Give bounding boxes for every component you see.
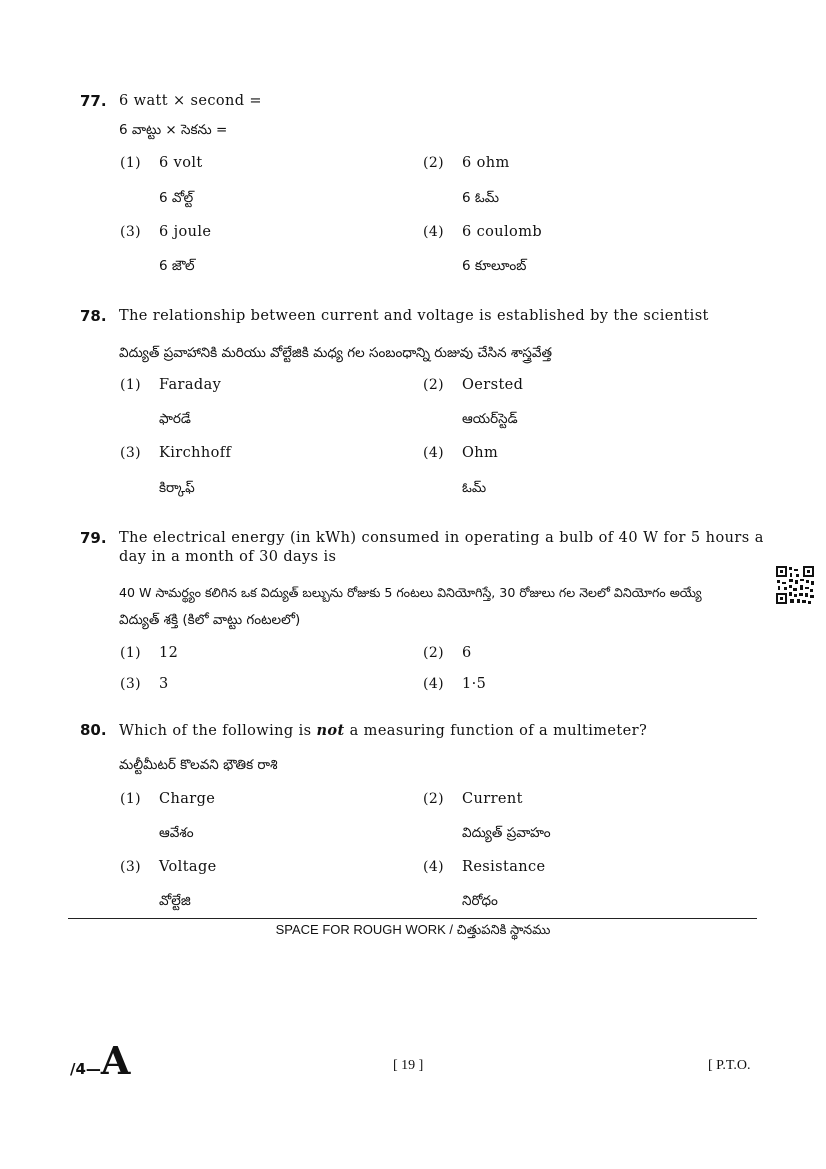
question-stem-en-line2: day in a month of 30 days is (119, 549, 337, 565)
option-text-en: Charge (159, 791, 216, 807)
option-number: (1) (120, 791, 142, 807)
pto-label: [ P.T.O. (708, 1058, 751, 1073)
option-number: (4) (423, 859, 445, 875)
option-text-en: Current (462, 791, 523, 807)
option-text-en: Ohm (462, 445, 499, 461)
option-number: (3) (120, 676, 142, 692)
question-stem-te-line1: 40 W సామర్థ్యం కలిగిన ఒక విద్యుత్ బల్బును రోజుకు 5 గంటలు వినియోగిస్తే, 30 రోజులు గల నెలలో వినియోగం అయ్యే (119, 585, 702, 600)
question-stem-en-emphasis: not (316, 722, 345, 739)
question-number: 80. (80, 721, 107, 739)
option-number: (3) (120, 224, 142, 240)
option-number: (4) (423, 224, 445, 240)
question-stem-en (119, 722, 647, 739)
option-number: (4) (423, 445, 445, 461)
option-text-te: వోల్టేజి (159, 893, 191, 909)
option-number: (1) (120, 645, 142, 661)
option-text-te: 6 జౌల్ (159, 258, 195, 274)
option-text-te: 6 వోల్ట్ (159, 190, 194, 206)
option-text-te: 6 ఓమ్ (462, 190, 500, 206)
option-text-en: 1·5 (462, 676, 487, 692)
rough-work-divider (68, 918, 757, 919)
option-number: (2) (423, 645, 445, 661)
option-text-en: 6 volt (159, 155, 203, 171)
question-number: 78. (80, 307, 107, 325)
question-stem-en: The relationship between current and voltage is established by the scientist (119, 308, 709, 324)
booklet-code (70, 1038, 130, 1083)
option-text-te: ఆవేశం (159, 825, 194, 841)
question-stem-en-after: a measuring function of a multimeter? (344, 723, 648, 739)
option-text-en: 3 (159, 676, 169, 692)
option-text-en: Faraday (159, 377, 222, 393)
option-number: (2) (423, 155, 445, 171)
option-text-te: ఆయర్‌స్టెడ్ (462, 411, 518, 427)
page-number: [ 19 ] (393, 1058, 424, 1073)
rough-work-label: SPACE FOR ROUGH WORK / చిత్తుపనికి స్థానము (275, 922, 551, 937)
question-stem-te: విద్యుత్ ప్రవాహానికి మరియు వోల్టేజికి మధ్య గల సంబంధాన్ని రుజువు చేసిన శాస్త్రవేత్త (119, 345, 552, 361)
option-number: (4) (423, 676, 445, 692)
qr-code-icon (775, 565, 815, 605)
option-text-en: 6 (462, 645, 472, 661)
option-text-en: 6 joule (159, 224, 212, 240)
booklet-code-prefix: /4— (70, 1060, 101, 1078)
question-stem-en-line1: The electrical energy (in kWh) consumed in operating a bulb of 40 W for 5 hours a (119, 530, 764, 546)
option-text-te: నిరోధం (462, 893, 498, 909)
question-number: 77. (80, 92, 107, 110)
option-text-te: కిర్కాఫ్ (159, 480, 195, 496)
option-text-te: ఫారడే (159, 411, 191, 427)
option-number: (1) (120, 377, 142, 393)
option-text-en: 6 ohm (462, 155, 510, 171)
option-number: (3) (120, 859, 142, 875)
booklet-series-letter: A (100, 1038, 131, 1083)
question-stem-en: 6 watt × second = (119, 93, 262, 109)
option-text-en: Resistance (462, 859, 546, 875)
question-stem-te: 6 వాట్టు × సెకను = (119, 122, 228, 138)
option-text-te: విద్యుత్ ప్రవాహం (462, 825, 551, 841)
question-stem-te: మల్టీమీటర్ కొలవని భౌతిక రాశి (119, 757, 278, 773)
option-text-en: 12 (159, 645, 179, 661)
option-number: (2) (423, 377, 445, 393)
option-text-te: 6 కూలూంబ్ (462, 258, 527, 274)
option-text-en: Oersted (462, 377, 524, 393)
question-stem-te-line2: విద్యుత్ శక్తి (కిలో వాట్టు గంటలలో) (119, 612, 301, 628)
option-text-en: Voltage (159, 859, 217, 875)
option-number: (1) (120, 155, 142, 171)
question-stem-en-before: Which of the following is (119, 723, 317, 739)
option-number: (3) (120, 445, 142, 461)
option-number: (2) (423, 791, 445, 807)
option-text-en: 6 coulomb (462, 224, 543, 240)
option-text-te: ఓమ్ (462, 480, 487, 496)
question-number: 79. (80, 529, 107, 547)
option-text-en: Kirchhoff (159, 445, 232, 461)
